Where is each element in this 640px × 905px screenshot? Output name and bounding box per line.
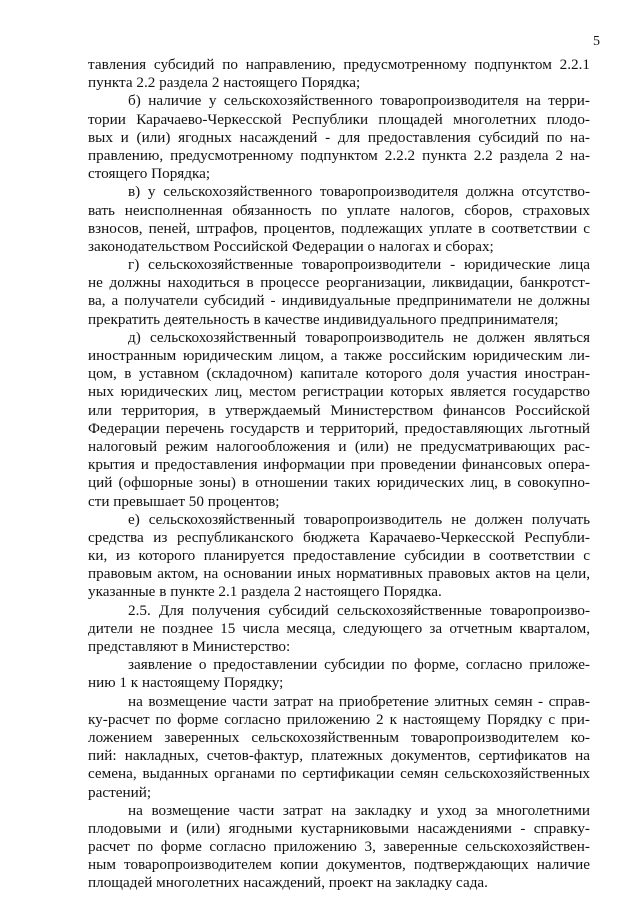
- text-line: дители не позднее 15 числа месяца, следующего за отчетным кварталом,: [88, 619, 590, 637]
- text-line: вать неисполненная обязанность по уплате налогов, сборов, страховых: [88, 201, 590, 219]
- text-line: цом, в уставном (складочном) капитале которого доля участия иностран-: [88, 365, 590, 383]
- text-line: ным товаропроизводителем копии документов, подтверждающих наличие: [88, 856, 590, 874]
- text-line: плодовыми и (или) ягодными кустарниковыми насаждениями - справку-: [88, 819, 590, 837]
- text-line: площадей многолетних насаждений, проект на закладку сада.: [88, 874, 488, 892]
- text-line: правлению, предусмотренному подпунктом 2.2.2 пункта 2.2 раздела 2 на-: [88, 146, 590, 164]
- text-line: нию 1 к настоящему Порядку;: [88, 674, 284, 692]
- text-line: крытия и предоставления информации при проведении финансовых опера-: [88, 456, 590, 474]
- text-line: средства из республиканского бюджета Карачаево-Черкесской Республи-: [88, 528, 590, 546]
- text-line: взносов, пеней, штрафов, процентов, подлежащих уплате в соответствии с: [88, 219, 590, 237]
- text-line: правовым актом, на основании иных нормативных правовых актов на цели,: [88, 565, 590, 583]
- document-body: [88, 56, 590, 893]
- text-line: представляют в Министерство:: [88, 638, 291, 655]
- text-line: стоящего Порядка;: [88, 165, 211, 183]
- text-line: тавления субсидий по направлению, предусмотренному подпунктом 2.2.1: [88, 56, 590, 73]
- text-line: расчет по форме согласно приложению 3, заверенные сельскохозяйствен-: [88, 838, 590, 856]
- text-line: или территория, в утверждаемый Министерством финансов Российской: [88, 401, 590, 419]
- text-line: ложением заверенных сельскохозяйственным товаропроизводителем ко-: [88, 728, 590, 746]
- text-line: ных юридических лиц, местом регистрации которых является государство: [88, 383, 590, 401]
- text-line: заявление о предоставлении субсидии по форме, согласно приложе-: [128, 656, 590, 674]
- text-line: ки, из которого планируется предоставление субсидии в соответствии с: [88, 547, 590, 565]
- text-line: пий: накладных, счетов-фактур, платежных документов, сертификатов на: [88, 747, 590, 765]
- text-line: указанные в пункте 2.1 раздела 2 настоящего Порядка.: [88, 583, 442, 601]
- text-line: налоговый режим налогообложения и (или) не предусматривающих рас-: [88, 437, 590, 455]
- text-line: на возмещение части затрат на закладку и уход за многолетними: [128, 801, 590, 819]
- text-line: ку-расчет по форме согласно приложению 2 к настоящему Порядку с при-: [88, 710, 590, 728]
- text-line: на возмещение части затрат на приобретение элитных семян - справ-: [128, 692, 590, 710]
- text-line: законодательством Российской Федерации о налогах и сборах;: [88, 237, 494, 255]
- text-line: Федерации перечень государств и территорий, предоставляющих льготный: [88, 419, 590, 437]
- text-line: растений;: [88, 783, 152, 801]
- text-line: 2.5. Для получения субсидий сельскохозяйственные товаропроизво-: [128, 601, 590, 619]
- text-line: прекратить деятельность в качестве индивидуального предпринимателя;: [88, 310, 559, 328]
- text-line: тории Карачаево-Черкесской Республики площадей многолетних плодо-: [88, 110, 590, 128]
- text-line: д) сельскохозяйственный товаропроизводитель не должен являться: [128, 328, 590, 346]
- text-line: пункта 2.2 раздела 2 настоящего Порядка;: [88, 74, 361, 92]
- page-number: 5: [593, 34, 600, 49]
- text-line: сти превышает 50 процентов;: [88, 492, 280, 510]
- text-line: не должны находиться в процессе реорганизации, ликвидации, банкротст-: [88, 274, 590, 292]
- text-line: е) сельскохозяйственный товаропроизводитель не должен получать: [128, 510, 590, 528]
- text-line: иностранным юридическим лицом, а также российским юридическим ли-: [88, 347, 590, 364]
- text-line: вых и (или) ягодных насаждений - для предоставления субсидий по на-: [88, 128, 590, 146]
- text-line: г) сельскохозяйственные товаропроизводители - юридические лица: [128, 256, 590, 274]
- text-line: семена, выданных органами по сертификации семян сельскохозяйственных: [88, 765, 590, 783]
- text-line: ва, а получатели субсидий - индивидуальные предприниматели не должны: [88, 292, 590, 310]
- text-line: б) наличие у сельскохозяйственного товаропроизводителя на терри-: [128, 92, 590, 110]
- text-line: в) у сельскохозяйственного товаропроизводителя должна отсутство-: [128, 183, 590, 201]
- text-line: ций (офшорные зоны) в отношении таких юридических лиц, в совокупно-: [88, 474, 590, 492]
